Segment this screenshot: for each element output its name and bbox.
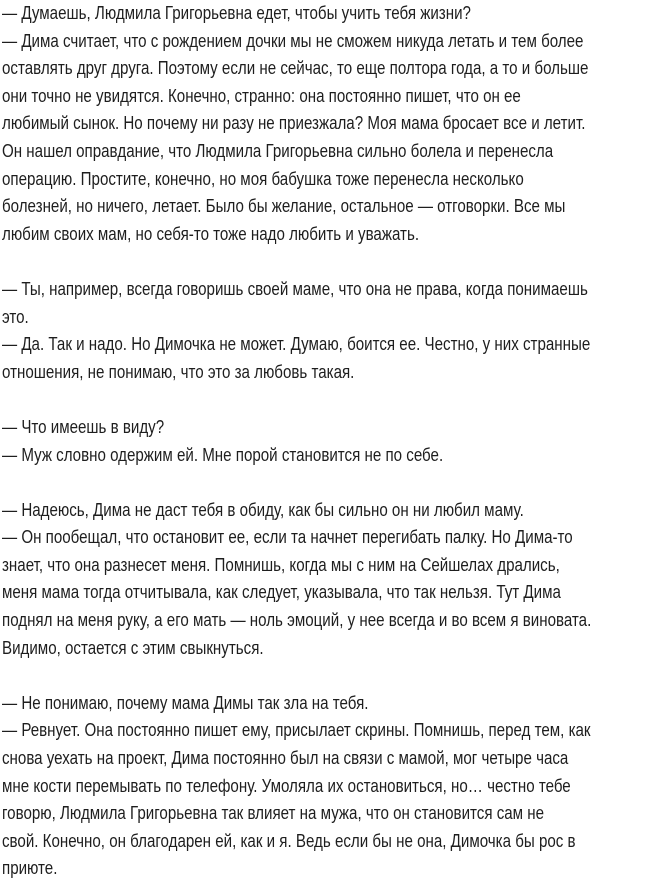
text-line: меня мама тогда отчитывала, как следует, указывала, что так нельзя. Тут Дима [2, 582, 561, 603]
text-line: оставлять друг друга. Поэтому если не сейчас, то еще полтора года, а то и больше [2, 58, 589, 79]
text-line: они точно не увидятся. Конечно, странно: она постоянно пишет, что он ее [2, 85, 521, 106]
text-line: знает, что она разнесет меня. Помнишь, когда мы с ним на Сейшелах дрались, [2, 554, 560, 575]
paragraph-5 [2, 690, 670, 883]
text-line: — Ревнует. Она постоянно пишет ему, присылает скрины. Помнишь, перед тем, как [2, 720, 591, 741]
paragraph-3 [2, 414, 670, 469]
text-line: отношения, не понимаю, что это за любовь такая. [2, 361, 355, 382]
paragraph-4 [2, 497, 670, 663]
text-line: мне кости перемывать по телефону. Умоляла их остановиться, но… честно тебе [2, 775, 571, 796]
text-line: — Ты, например, всегда говоришь своей маме, что она не права, когда понимаешь [2, 278, 588, 299]
text-line: — Дима считает, что с рождением дочки мы не сможем никуда летать и тем более [2, 30, 584, 51]
text-line: приюте. [2, 858, 58, 879]
text-line: свой. Конечно, он благодарен ей, как и я. Ведь если бы не она, Димочка бы рос в [2, 830, 576, 851]
text-line: любимый сынок. Но почему ни разу не приезжала? Моя мама бросает все и летит. [2, 113, 586, 134]
text-line: — Да. Так и надо. Но Димочка не может. Думаю, боится ее. Честно, у них странные [2, 334, 591, 355]
text-line: — Он пообещал, что остановит ее, если та начнет перегибать палку. Но Дима-то [2, 527, 573, 548]
text-line: поднял на меня руку, а его мать — ноль эмоций, у нее всегда и во всем я виновата. [2, 610, 592, 631]
text-line: Видимо, остается с этим свыкнуться. [2, 637, 264, 658]
text-line: говорю, Людмила Григорьевна так влияет на мужа, что он становится сам не [2, 803, 545, 824]
text-line: — Надеюсь, Дима не даст тебя в обиду, как бы сильно он ни любил маму. [2, 499, 524, 520]
paragraph-2 [2, 276, 670, 386]
text-line: снова уехать на проект, Дима постоянно был на связи с мамой, мог четыре часа [2, 748, 569, 769]
text-line: — Что имеешь в виду? [2, 416, 165, 437]
text-line: любим своих мам, но себя-то тоже надо любить и уважать. [2, 223, 420, 244]
text-line: болезней, но ничего, летает. Было бы желание, остальное — отговорки. Все мы [2, 196, 566, 217]
text-line: это. [2, 306, 29, 327]
text-line: — Думаешь, Людмила Григорьевна едет, чтобы учить тебя жизни? [2, 3, 471, 23]
text-line: операцию. Простите, конечно, но моя бабушка тоже перенесла несколько [2, 168, 524, 189]
text-line: — Муж словно одержим ей. Мне порой становится не по себе. [2, 444, 444, 465]
text-line: Он нашел оправдание, что Людмила Григорьевна сильно болела и перенесла [2, 140, 554, 161]
paragraph-1 [2, 0, 670, 248]
text-line: — Не понимаю, почему мама Димы так зла на тебя. [2, 692, 369, 713]
